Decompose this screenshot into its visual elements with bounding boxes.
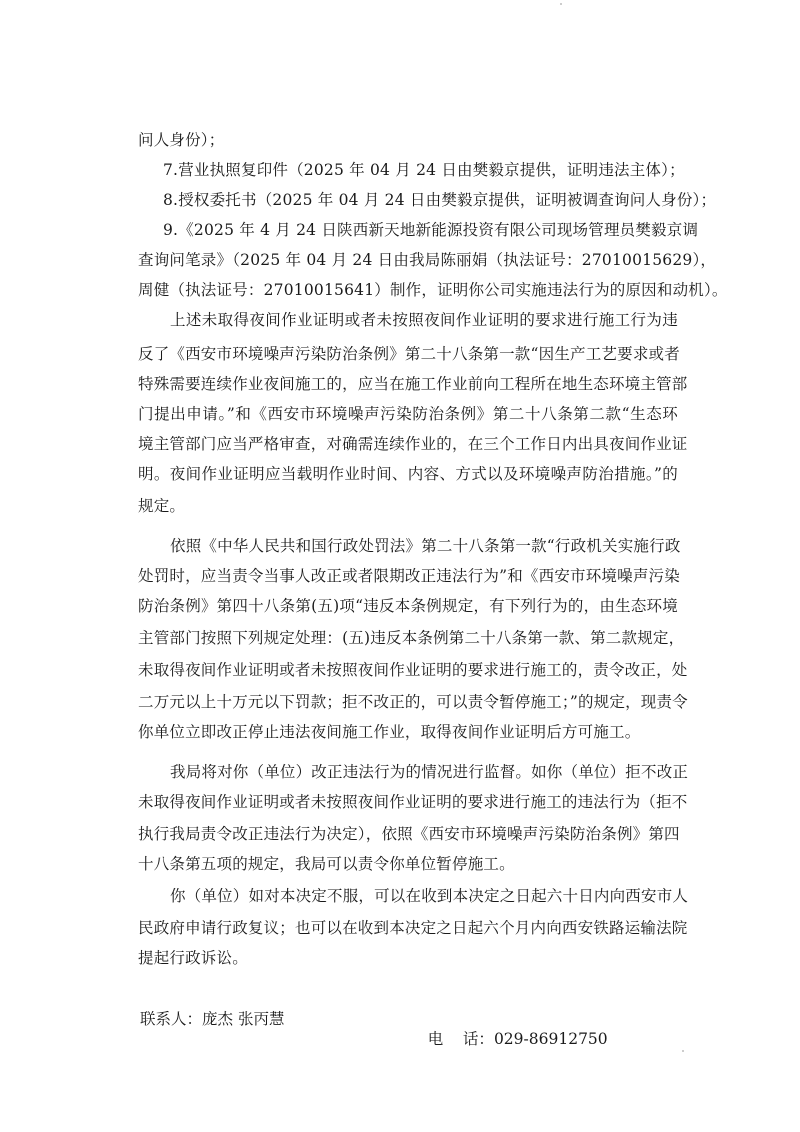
violation-line: 明。夜间作业证明应当载明作业时间、内容、方式以及环境噪声防治措施。”的: [138, 465, 678, 483]
basis-line: 依照《中华人民共和国行政处罚法》第二十八条第一款“行政机关实施行政: [170, 537, 681, 555]
violation-line: 境主管部门应当严格审查，对确需连续作业的，在三个工作日内出具夜间作业证: [138, 435, 688, 453]
supervision-line: 执行我局责令改正违法行为决定），依照《西安市环境噪声污染防治条例》第四: [138, 825, 680, 843]
supervision-line: 未取得夜间作业证明或者未按照夜间作业证明的要求进行施工的违法行为（拒不: [138, 793, 688, 811]
basis-line: 二万元以上十万元以下罚款；拒不改正的，可以责令暂停施工；”的规定，现责令: [138, 693, 688, 711]
contact-person-label: 联系人：: [140, 1010, 203, 1028]
basis-line: 防治条例》第四十八条第(五)项“违反本条例规定，有下列行为的，由生态环境: [138, 597, 678, 615]
scan-speck: [560, 3, 562, 5]
contact-phone-label: 电 话：: [427, 1030, 494, 1048]
evidence-line: 8.授权委托书（2025 年 04 月 24 日由樊毅京提供，证明被调查询问人身份）；: [163, 191, 717, 209]
evidence-line: 问人身份）；: [138, 131, 225, 149]
appeal-line: 提起行政诉讼。: [138, 949, 248, 967]
basis-line: 未取得夜间作业证明或者未按照夜间作业证明的要求进行施工的，责令改正，处: [138, 661, 688, 679]
contact-persons: [140, 1009, 284, 1029]
violation-line: 反了《西安市环境噪声污染防治条例》第二十八条第一款“因生产工艺要求或者: [138, 345, 680, 363]
supervision-line: 我局将对你（单位）改正违法行为的情况进行监督。如你（单位）拒不改正: [170, 763, 689, 781]
contact-phone: [408, 1009, 608, 1069]
contact-person-names: 庞杰 张丙慧: [202, 1010, 285, 1028]
basis-line: 主管部门按照下列规定处理：(五)违反本条例第二十八条第一款、第二款规定，: [138, 629, 685, 647]
scan-speck: [682, 1050, 684, 1052]
violation-line: 上述未取得夜间作业证明或者未按照夜间作业证明的要求进行施工行为违: [170, 311, 678, 329]
evidence-line: 9.《2025 年 4 月 24 日陕西新天地新能源投资有限公司现场管理员樊毅京调: [163, 221, 699, 239]
violation-line: 门提出申请。”和《西安市环境噪声污染防治条例》第二十八条第二款“生态环: [138, 405, 678, 423]
violation-line: 特殊需要连续作业夜间施工的，应当在施工作业前向工程所在地生态环境主管部: [138, 375, 688, 393]
violation-line: 规定。: [138, 497, 186, 515]
basis-line: 处罚时，应当责令当事人改正或者限期改正违法行为”和《西安市环境噪声污染: [138, 567, 680, 585]
contact-phone-number: 029-86912750: [493, 1030, 608, 1048]
evidence-line: 查询问笔录》（2025 年 04 月 24 日由我局陈丽娟（执法证号：27010015629），: [138, 251, 717, 269]
basis-line: 你单位立即改正停止违法夜间施工作业，取得夜间作业证明后方可施工。: [138, 723, 641, 741]
appeal-line: 你（单位）如对本决定不服，可以在收到本决定之日起六十日内向西安市人: [170, 887, 689, 905]
evidence-line: 7.营业执照复印件（2025 年 04 月 24 日由樊毅京提供，证明违法主体）；: [163, 161, 685, 179]
evidence-line: 周健（执法证号：27010015641）制作，证明你公司实施违法行为的原因和动机）。: [138, 281, 728, 299]
supervision-line: 十八条第五项的规定，我局可以责令你单位暂停施工。: [138, 855, 515, 873]
appeal-line: 民政府申请行政复议；也可以在收到本决定之日起六个月内向西安铁路运输法院: [138, 919, 688, 937]
